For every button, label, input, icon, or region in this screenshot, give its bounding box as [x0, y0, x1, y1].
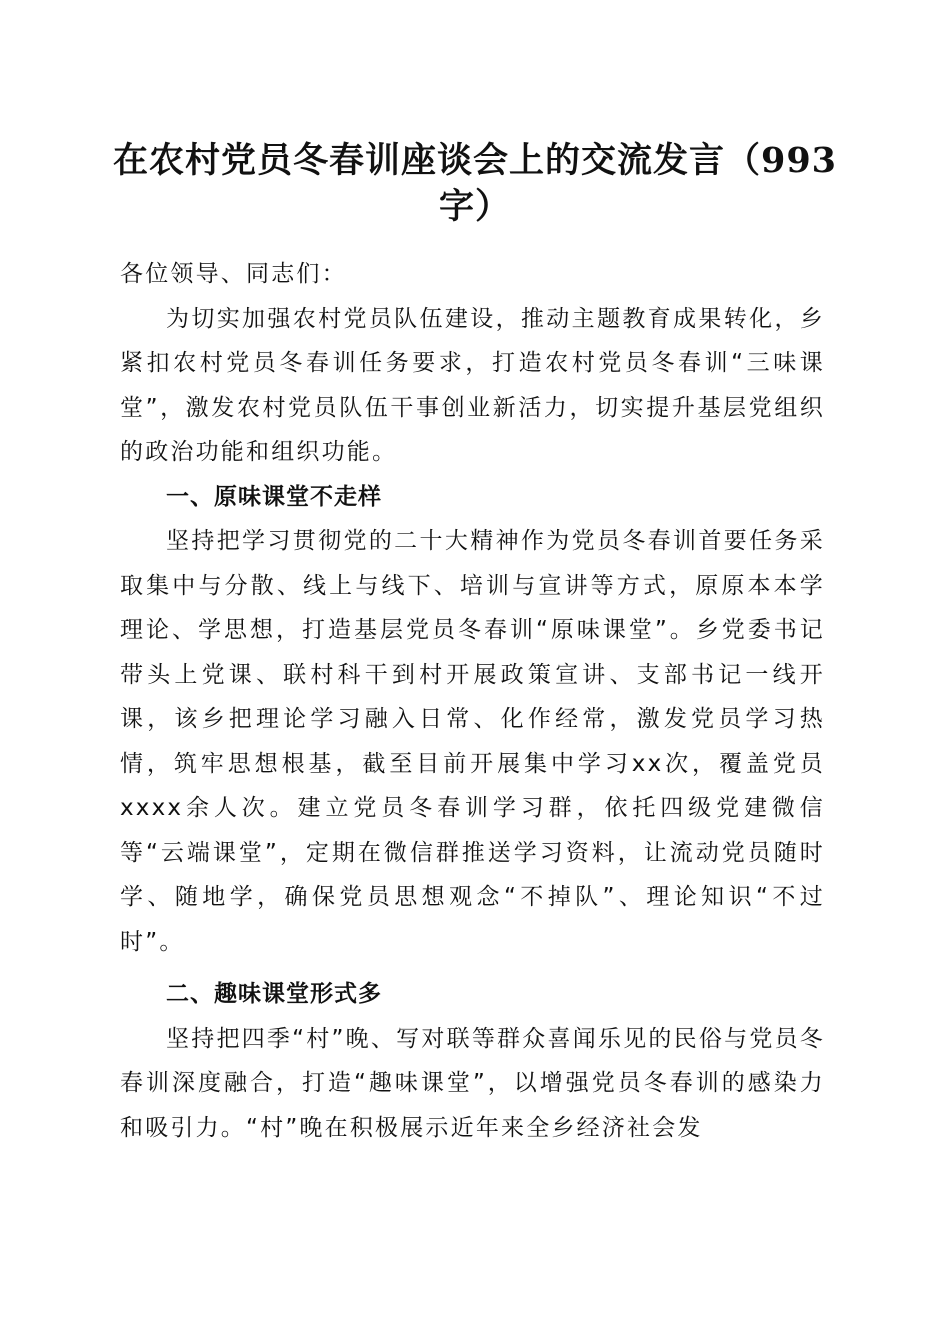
- section-paragraph-2: 坚持把四季“村”晚、写对联等群众喜闻乐见的民俗与党员冬春训深度融合，打造“趣味课堂”，以增强党员冬春训的感染力和吸引力。“村”晚在积极展示近年来全乡经济社会发: [120, 1025, 825, 1141]
- document-title: 在农村党员冬春训座谈会上的交流发言（993字）: [112, 140, 838, 227]
- salutation: 各位领导、同志们：: [120, 261, 347, 287]
- section-heading-2: 二、趣味课堂形式多: [166, 981, 382, 1007]
- intro-paragraph: 为切实加强农村党员队伍建设，推动主题教育成果转化，乡紧扣农村党员冬春训任务要求，打造农村党员冬春训“三味课堂”，激发农村党员队伍干事创业新活力，切实提升基层党组织的政治功能和组织功能。: [120, 305, 825, 465]
- document-body: [120, 252, 825, 1150]
- section-heading-1: 一、原味课堂不走样: [166, 483, 382, 510]
- section-paragraph-1: 坚持把学习贯彻党的二十大精神作为党员冬春训首要任务采取集中与分散、线上与线下、培训与宣讲等方式，原原本本学理论、学思想，打造基层党员冬春训“原味课堂”。乡党委书记带头上党课、联村科干到村开展政策宣讲、支部书记一线开课，该乡把理论学习融入日常、化作经常，激发党员学习热情，筑牢思想根基，截至目前开展集中学习xx次，覆盖党员xxxx余人次。建立党员冬春训学习群，依托四级党建微信等“云端课堂”，定期在微信群推送学习资料，让流动党员随时学、随地学，确保党员思想观念“不掉队”、理论知识“不过时”。: [120, 528, 825, 955]
